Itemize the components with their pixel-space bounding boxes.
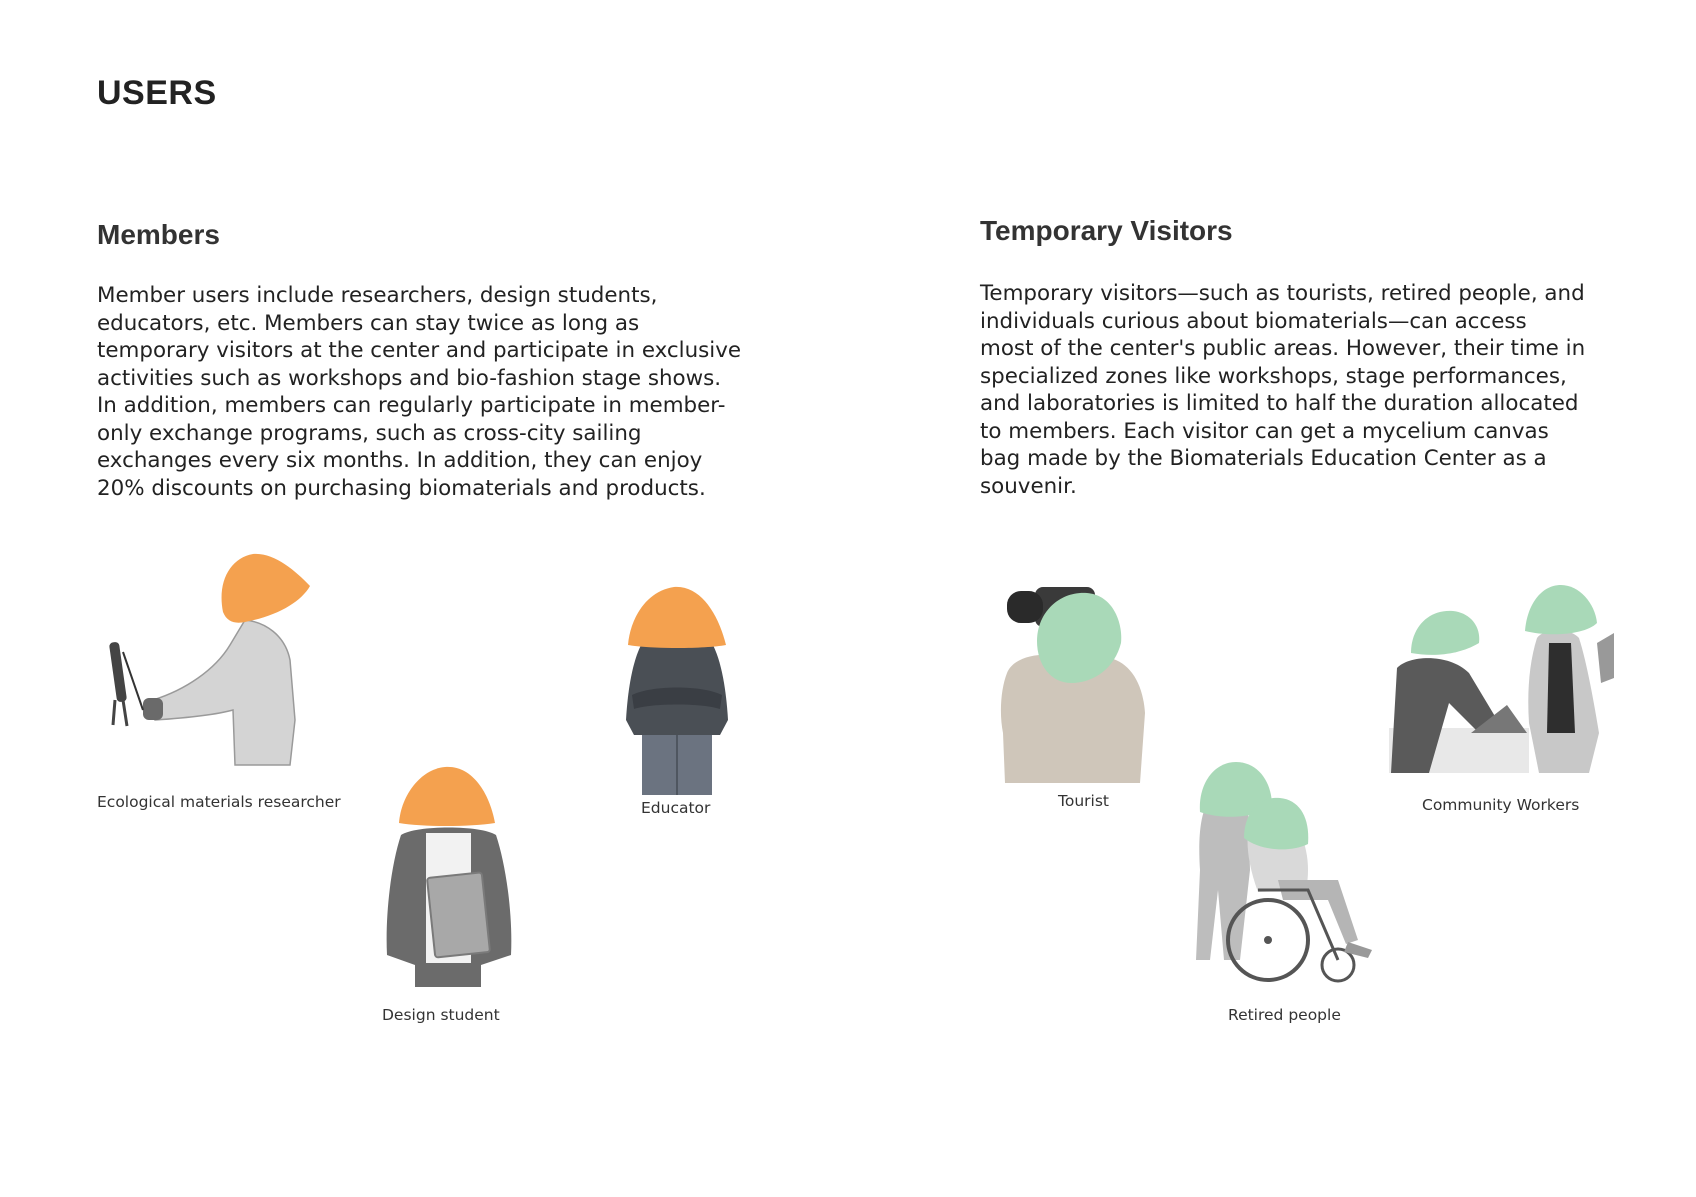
tourist-caption: Tourist (1058, 792, 1109, 810)
community-worker-head-1 (1411, 611, 1479, 655)
community-worker-head-2 (1525, 585, 1597, 634)
educator-head (628, 587, 726, 648)
members-description (97, 282, 797, 502)
visitors-heading: Temporary Visitors (980, 215, 1233, 246)
members-heading: Members (97, 219, 220, 250)
members-line-7: exchanges every six months. In addition, they can enjoy (97, 448, 703, 473)
visitors-description (980, 280, 1620, 500)
members-line-6: only exchange programs, such as cross-city sailing (97, 420, 642, 446)
visitors-line-8: souvenir. (980, 473, 1077, 499)
page-title: USERS (97, 74, 217, 112)
members-line-4: activities such as workshops and bio-fashion stage shows. (97, 365, 722, 391)
members-line-1: Member users include researchers, design students, (97, 283, 658, 308)
design-student-figure (381, 765, 516, 987)
members-line-8: 20% discounts on purchasing biomaterials and products. (97, 475, 706, 501)
visitors-line-6: to members. Each visitor can get a mycelium canvas (980, 418, 1549, 444)
tourist-figure (995, 583, 1150, 783)
community-workers-caption: Community Workers (1422, 796, 1580, 814)
design-student-head (399, 767, 495, 826)
community-workers-figure (1389, 583, 1614, 773)
researcher-figure (105, 550, 325, 770)
visitors-line-7: bag made by the Biomaterials Education Center as a (980, 446, 1547, 471)
visitors-line-1: Temporary visitors—such as tourists, retired people, and (980, 281, 1585, 306)
educator-caption: Educator (641, 799, 711, 817)
members-line-2: educators, etc. Members can stay twice as long as (97, 310, 640, 336)
researcher-caption: Ecological materials researcher (97, 793, 341, 811)
visitors-line-4: specialized zones like workshops, stage performances, (980, 363, 1567, 389)
visitors-line-5: and laboratories is limited to half the duration allocated (980, 391, 1579, 416)
educator-figure (622, 585, 732, 795)
visitors-line-3: most of the center's public areas. However, their time in (980, 336, 1586, 361)
researcher-head (222, 554, 310, 623)
members-line-3: temporary visitors at the center and participate in exclusive (97, 338, 742, 363)
members-line-5: In addition, members can regularly participate in member- (97, 393, 726, 418)
retired-people-figure (1188, 760, 1373, 992)
design-student-caption: Design student (382, 1006, 500, 1024)
visitors-line-2: individuals curious about biomaterials—can access (980, 308, 1527, 334)
retired-people-caption: Retired people (1228, 1006, 1341, 1024)
